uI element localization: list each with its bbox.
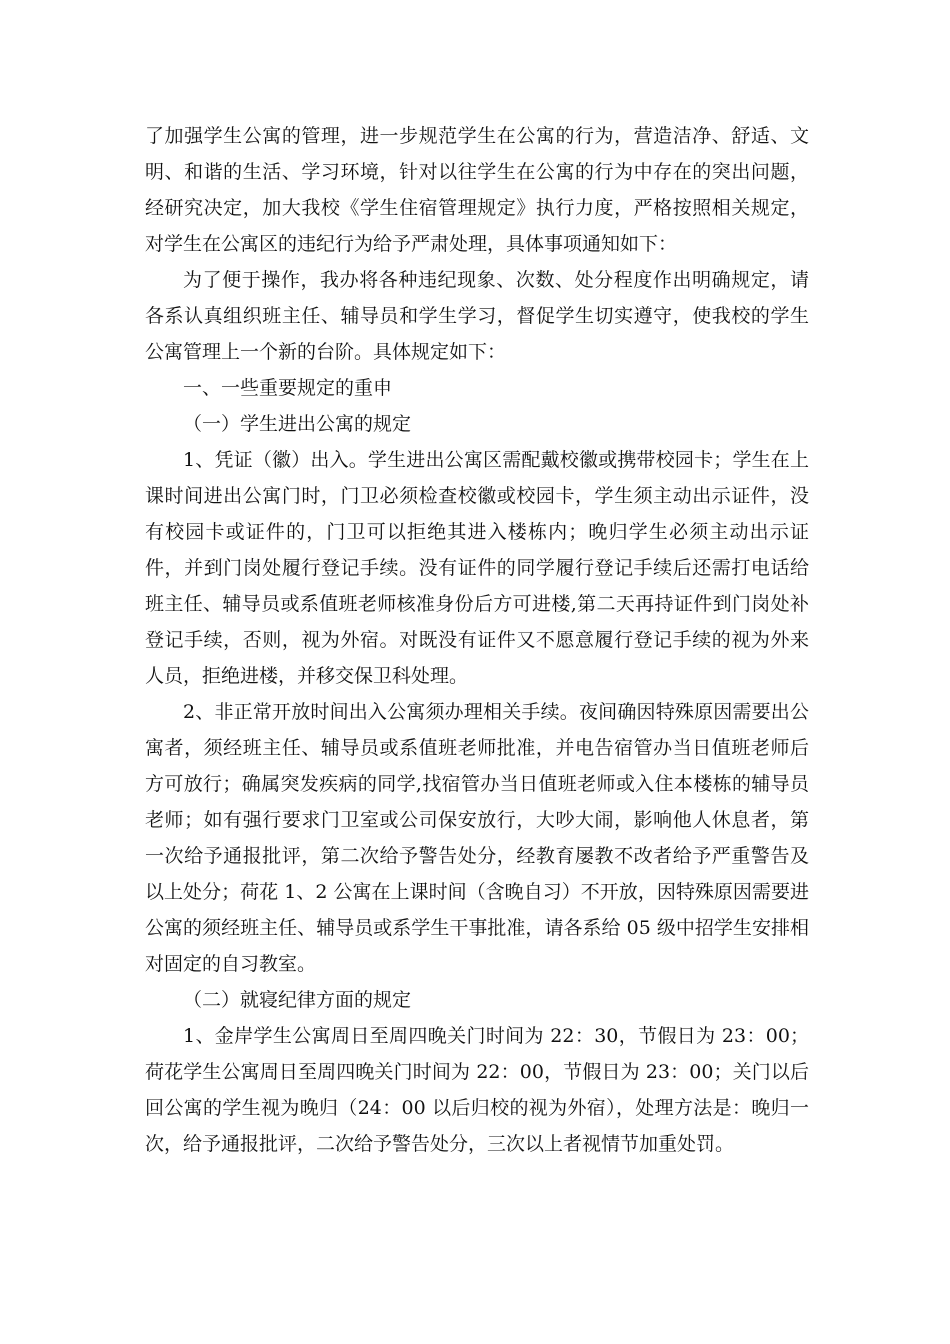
heading-section-1: 一、一些重要规定的重申 bbox=[183, 377, 393, 399]
paragraph-rule-1-2: 2、非正常开放时间出入公寓须办理相关手续。夜间确因特殊原因需要出公寓者，须经班主任、辅导员或系值班老师批准，并电告宿管办当日值班老师后方可放行；确属突发疾病的同学,找宿管办当日值班老师或入住本楼栋的辅导员老师；如有强行要求门卫室或公司保安放行，大吵大闹，影响他人休息者，第一次给予通报批评，第二次给予警告处分，经教育屡教不改者给予严重警告及以上处分；荷花 1、2 公寓在上课时间（含晚自习）不开放，因特殊原因需要进公寓的须经班主任、辅导员或系学生干事批准，请各系给 05 级中招学生安排相对固定的自习教室。 bbox=[145, 701, 809, 975]
paragraph-rule-1-1: 1、凭证（徽）出入。学生进出公寓区需配戴校徽或携带校园卡；学生在上课时间进出公寓门时，门卫必须检查校徽或校园卡，学生须主动出示证件，没有校园卡或证件的，门卫可以拒绝其进入楼栋内；晚归学生必须主动出示证件，并到门岗处履行登记手续。没有证件的同学履行登记手续后还需打电话给班主任、辅导员或系值班老师核准身份后方可进楼,第二天再持证件到门岗处补登记手续，否则，视为外宿。对既没有证件又不愿意履行登记手续的视为外来人员，拒绝进楼，并移交保卫科处理。 bbox=[145, 449, 809, 687]
paragraph-intro: 了加强学生公寓的管理，进一步规范学生在公寓的行为，营造洁净、舒适、文明、和谐的生活、学习环境，针对以往学生在公寓的行为中存在的突出问题，经研究决定，加大我校《学生住宿管理规定》执行力度，严格按照相关规定，对学生在公寓区的违纪行为给予严肃处理，具体事项通知如下： bbox=[145, 125, 809, 255]
heading-subsection-1: （一）学生进出公寓的规定 bbox=[183, 413, 412, 435]
heading-subsection-2: （二）就寝纪律方面的规定 bbox=[183, 989, 412, 1011]
paragraph-purpose: 为了便于操作，我办将各种违纪现象、次数、处分程度作出明确规定，请各系认真组织班主任、辅导员和学生学习，督促学生切实遵守，使我校的学生公寓管理上一个新的台阶。具体规定如下： bbox=[145, 269, 809, 363]
document-body bbox=[145, 118, 809, 1162]
paragraph-rule-2-1: 1、金岸学生公寓周日至周四晚关门时间为 22：30，节假日为 23：00；荷花学生公寓周日至周四晚关门时间为 22：00，节假日为 23：00；关门以后回公寓的学生视为晚归（24：00 以后归校的视为外宿），处理方法是：晚归一次，给予通报批评，二次给予警告处分，三次以上者视情节加重处罚。 bbox=[145, 1025, 809, 1155]
